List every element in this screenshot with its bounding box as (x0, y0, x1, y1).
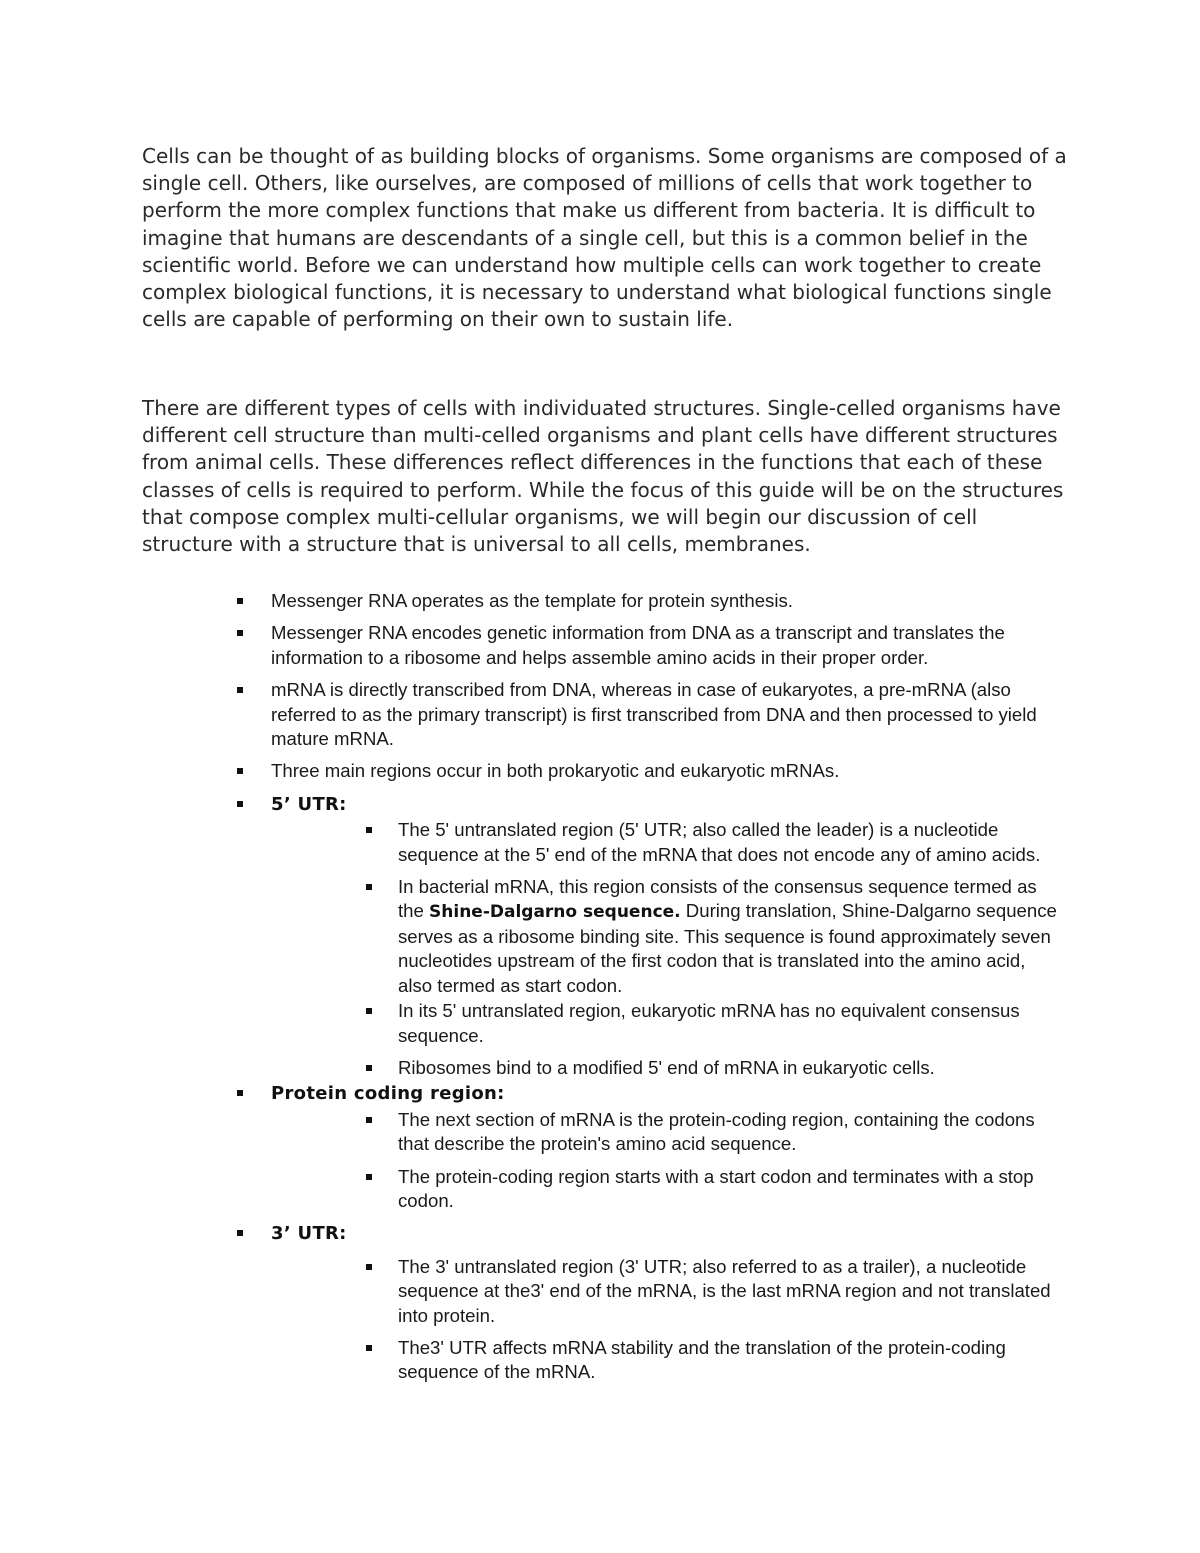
list-item (0, 621, 1061, 670)
list-item (0, 759, 1061, 783)
list-item-text: Ribosomes bind to a modified 5' end of mRNA in eukaryotic cells. (398, 1056, 935, 1078)
square-bullet-icon (237, 687, 243, 693)
list-item-text: mRNA is directly transcribed from DNA, whereas in case of eukaryotes, a pre-mRNA (also referred to as the primary transcript) is first transcribed from DNA and then processed to yield mature mRNA. (271, 679, 1037, 750)
square-bullet-icon (366, 1264, 372, 1270)
list-item (0, 999, 1060, 1048)
list-item-text-after: During translation, Shine-Dalgarno sequence serves as a ribosome binding site. This sequence is found approximately seven nucleotides upstream of the first codon that is translated into the amino acid, also termed as start codon. (398, 900, 1057, 996)
section-heading-3-utr (0, 1221, 1061, 1246)
square-bullet-icon (366, 827, 372, 833)
list-item (0, 1336, 1060, 1385)
list-item (0, 589, 1061, 613)
paragraph-cell-types: There are different types of cells with individuated structures. Single-celled organisms have different cell structure than multi-celled organisms and plant cells have different structures from animal cells. These differences reflect differences in the functions that each of these classes of cells is required to perform. While the focus of this guide will be on the structures that compose complex multi-cellular organisms, we will begin our discussion of cell structure with a structure that is universal to all cells, membranes. (142, 396, 1064, 557)
list-item (0, 1255, 1060, 1328)
list-item (0, 1108, 1060, 1157)
square-bullet-icon (366, 1174, 372, 1180)
list-item-text: In its 5' untranslated region, eukaryotic mRNA has no equivalent consensus sequence. (398, 1000, 1020, 1046)
list-item-text: The 3' untranslated region (3' UTR; also referred to as a trailer), a nucleotide sequence at the3' end of the mRNA, is the last mRNA region and not translated into protein. (398, 1255, 1051, 1326)
mrna-bullet-list (0, 589, 1200, 1393)
square-bullet-icon (237, 630, 243, 636)
section-heading-protein-coding (0, 1081, 1061, 1106)
list-item (0, 818, 1060, 867)
list-item-text: Messenger RNA operates as the template for protein synthesis. (271, 590, 793, 611)
section-heading-5-utr (0, 792, 1061, 817)
shine-dalgarno-term: Shine-Dalgarno sequence. (429, 902, 681, 923)
list-item (0, 678, 1061, 751)
heading-text: Protein coding region: (271, 1083, 505, 1105)
list-item-text: The 5' untranslated region (5' UTR; also called the leader) is a nucleotide sequence at the 5' end of the mRNA that does not encode any of amino acids. (398, 819, 1041, 865)
square-bullet-icon (366, 884, 372, 890)
list-item (0, 1056, 1060, 1080)
square-bullet-icon (366, 1065, 372, 1071)
list-item-text: Three main regions occur in both prokaryotic and eukaryotic mRNAs. (271, 760, 840, 782)
square-bullet-icon (237, 598, 243, 604)
square-bullet-icon (237, 1090, 243, 1096)
heading-text: 3’ UTR: (271, 1223, 347, 1245)
list-item-text: The protein-coding region starts with a start codon and terminates with a stop codon. (398, 1165, 1034, 1211)
square-bullet-icon (366, 1008, 372, 1014)
list-item-text: Messenger RNA encodes genetic information from DNA as a transcript and translates the information to a ribosome and helps assemble amino acids in their proper order. (271, 622, 1005, 668)
square-bullet-icon (237, 1230, 243, 1236)
square-bullet-icon (237, 801, 243, 807)
list-item (0, 875, 1060, 998)
list-item-text: The next section of mRNA is the protein-coding region, containing the codons that describe the protein's amino acid sequence. (398, 1108, 1035, 1155)
square-bullet-icon (237, 768, 243, 774)
paragraph-cells-intro: Cells can be thought of as building blocks of organisms. Some organisms are composed of a single cell. Others, like ourselves, are composed of millions of cells that work together to perform the more complex functions that make us different from bacteria. It is difficult to imagine that humans are descendants of a single cell, but this is a common belief in the scientific world. Before we can understand how multiple cells can work together to create complex biological functions, it is necessary to understand what biological functions single cells are capable of performing on their own to sustain life. (142, 144, 1067, 332)
heading-text: 5’ UTR: (271, 793, 347, 815)
square-bullet-icon (366, 1117, 372, 1123)
list-item-text: The3' UTR affects mRNA stability and the translation of the protein-coding sequence of the mRNA. (398, 1336, 1006, 1383)
list-item (0, 1165, 1060, 1214)
list-item-text-before: In bacterial mRNA, this region consists of the consensus sequence termed as the (398, 876, 1037, 922)
square-bullet-icon (366, 1345, 372, 1351)
